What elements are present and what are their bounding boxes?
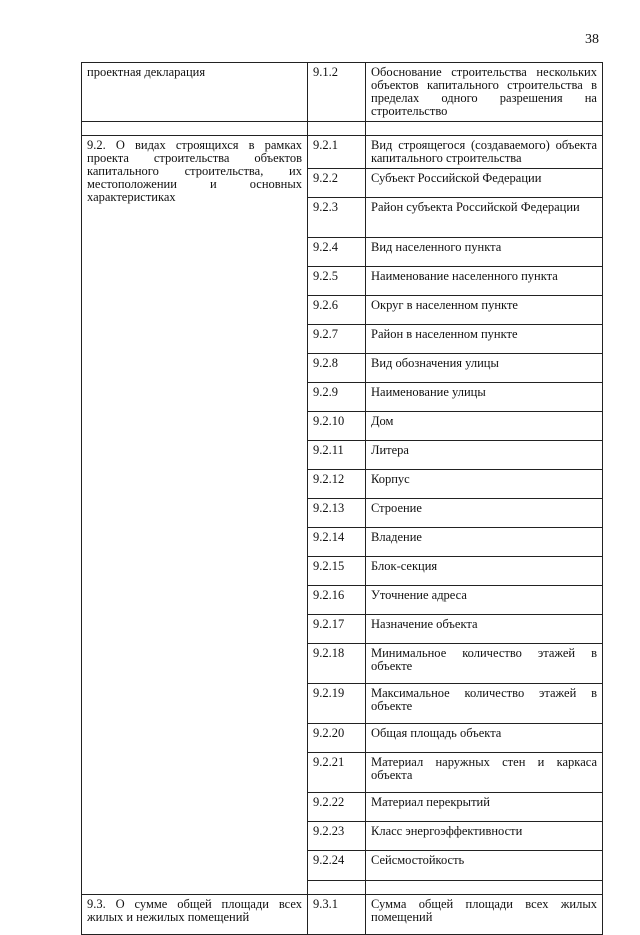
table-row <box>82 895 603 935</box>
item-code: 9.2.18 <box>308 644 366 684</box>
item-text: Наименование населенного пункта <box>366 267 603 296</box>
section-title: 9.3. О сумме общей площади всех жилых и нежилых помещений <box>82 895 308 935</box>
item-text: Округ в населенном пункте <box>366 296 603 325</box>
item-code: 9.2.24 <box>308 851 366 881</box>
item-code: 9.2.15 <box>308 557 366 586</box>
item-text: Уточнение адреса <box>366 586 603 615</box>
section-title: 9.2. О видах строящихся в рамках проекта строительства объектов капитального строительства, их местоположении и основных характеристиках <box>82 136 308 895</box>
item-text: Материал наружных стен и каркаса объекта <box>366 753 603 793</box>
item-text: Класс энергоэффективности <box>366 822 603 851</box>
item-text: Блок-секция <box>366 557 603 586</box>
item-text: Вид населенного пункта <box>366 238 603 267</box>
item-text: Литера <box>366 441 603 470</box>
page-number: 38 <box>585 32 599 47</box>
item-code: 9.3.1 <box>308 895 366 935</box>
item-text: Владение <box>366 528 603 557</box>
item-text: Строение <box>366 499 603 528</box>
item-code: 9.2.16 <box>308 586 366 615</box>
item-text: Минимальное количество этажей в объекте <box>366 644 603 684</box>
item-code: 9.2.13 <box>308 499 366 528</box>
item-text: Вид строящегося (создаваемого) объекта капитального строительства <box>366 136 603 169</box>
item-code: 9.2.4 <box>308 238 366 267</box>
item-text: Общая площадь объекта <box>366 724 603 753</box>
item-code: 9.2.2 <box>308 169 366 198</box>
item-text: Наименование улицы <box>366 383 603 412</box>
item-code: 9.2.19 <box>308 684 366 724</box>
item-code: 9.2.6 <box>308 296 366 325</box>
table-row <box>82 63 603 122</box>
item-text: Обоснование строительства нескольких объектов капитального строительства в пределах одного разрешения на строительство <box>366 63 603 122</box>
item-code: 9.2.11 <box>308 441 366 470</box>
item-code: 9.2.12 <box>308 470 366 499</box>
item-code: 9.2.22 <box>308 793 366 822</box>
table-row <box>82 136 603 169</box>
declaration-table <box>81 62 603 935</box>
item-code: 9.2.1 <box>308 136 366 169</box>
item-code: 9.2.23 <box>308 822 366 851</box>
table-row <box>82 122 603 136</box>
item-text: Материал перекрытий <box>366 793 603 822</box>
item-text: Сейсмостойкость <box>366 851 603 881</box>
item-text: Максимальное количество этажей в объекте <box>366 684 603 724</box>
item-text: Субъект Российской Федерации <box>366 169 603 198</box>
item-code: 9.1.2 <box>308 63 366 122</box>
item-text: Район субъекта Российской Федерации <box>366 198 603 238</box>
item-text: Дом <box>366 412 603 441</box>
item-code: 9.2.14 <box>308 528 366 557</box>
item-text: Корпус <box>366 470 603 499</box>
item-code: 9.2.5 <box>308 267 366 296</box>
item-code: 9.2.21 <box>308 753 366 793</box>
section-title: проектная декларация <box>82 63 308 122</box>
item-text: Назначение объекта <box>366 615 603 644</box>
item-code: 9.2.17 <box>308 615 366 644</box>
item-code: 9.2.10 <box>308 412 366 441</box>
item-text: Район в населенном пункте <box>366 325 603 354</box>
item-text: Вид обозначения улицы <box>366 354 603 383</box>
item-code: 9.2.3 <box>308 198 366 238</box>
item-code: 9.2.9 <box>308 383 366 412</box>
item-code: 9.2.20 <box>308 724 366 753</box>
item-text: Сумма общей площади всех жилых помещений <box>366 895 603 935</box>
item-code: 9.2.7 <box>308 325 366 354</box>
item-code: 9.2.8 <box>308 354 366 383</box>
